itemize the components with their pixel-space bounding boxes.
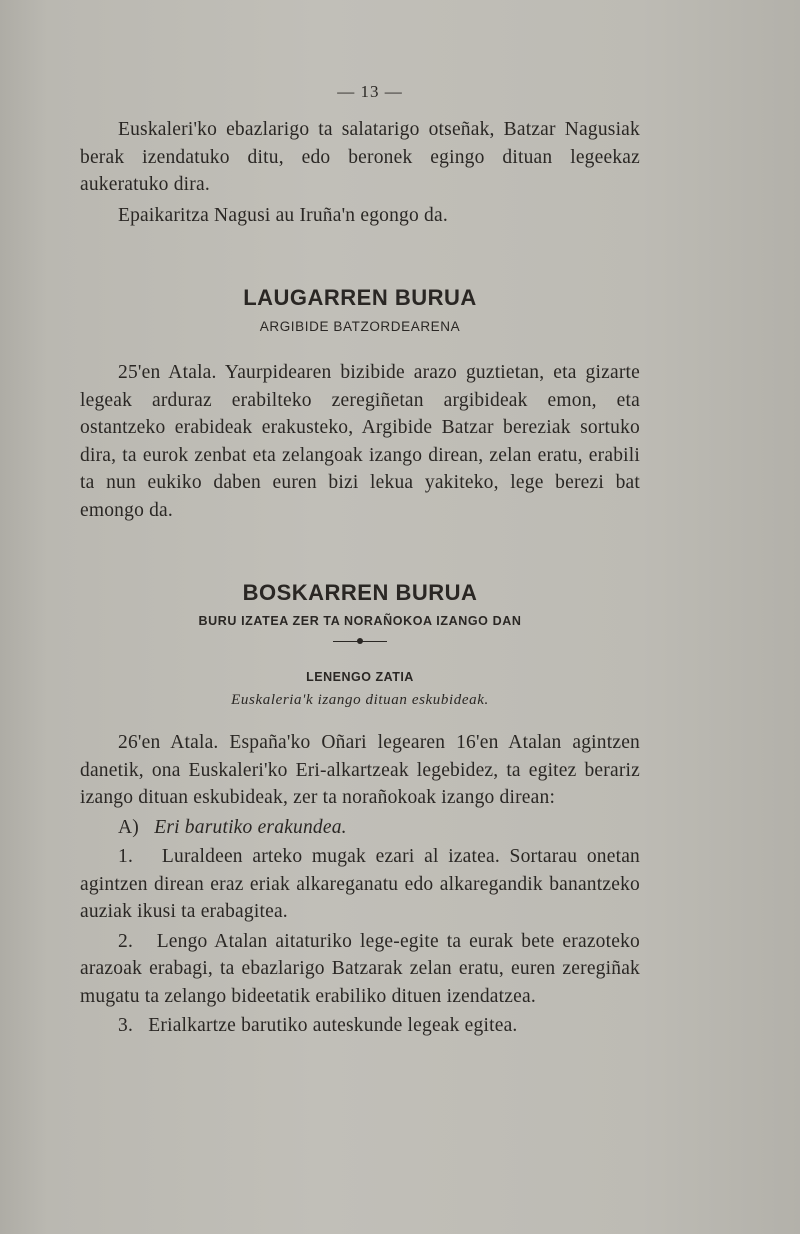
list-item-number: 1.: [118, 846, 134, 867]
chapter-subtitle: BURU IZATEA ZER TA NORAÑOKOA IZANGO DAN: [198, 614, 522, 628]
chapter-title: LAUGARREN BURUA: [243, 285, 477, 310]
spacer: [80, 229, 640, 285]
subsection-heading-text: Eri barutiko erakundea.: [154, 816, 347, 838]
list-item-number: 2.: [118, 930, 134, 952]
list-item-text: Luraldeen arteko mugak ezari al izatea. Sortarau onetan agintzen direan eraz eriak alkareganatu edo alkaregandik banantzeko auziak ikusi ta erabagitea.: [80, 846, 640, 922]
page-content: [80, 82, 640, 1040]
list-item: [80, 928, 640, 1011]
section-subtitle: Euskaleria'k izango dituan eskubideak.: [231, 692, 489, 708]
chapter-title: BOSKARREN BURUA: [242, 580, 478, 605]
list-item-text: Lengo Atalan aitaturiko lege-egite ta eurak bete erazoteko arazoak erabagi, ta ebazlarigo Batzarak zelan eratu, euren zeregiñak mugatu ta zelango bideetatik erabiliko dituen izendatzea.: [80, 930, 641, 1007]
list-item: [80, 1012, 640, 1040]
page-number: — 13 —: [337, 82, 403, 101]
spacer: [80, 524, 640, 580]
article-paragraph: 26'en Atala. España'ko Oñari legearen 16'en Atalan agintzen danetik, ona Euskaleri'ko Eri-alkartzeak legebidez, ta egitez berariz izango dituan eskubideak, zer ta norañokoak izango direan:: [80, 732, 640, 808]
subsection-letter: A): [118, 816, 139, 838]
subsection-heading: [80, 814, 640, 842]
chapter-subtitle: ARGIBIDE BATZORDEARENA: [259, 319, 461, 334]
list-item-number: 3.: [118, 1015, 134, 1036]
article-paragraph: 25'en Atala. Yaurpidearen bizibide arazo guztietan, eta gizarte legeak arduraz erabilteko zeregiñetan argibideak emon, eta ostantzeko erabideak erakusteko, Argibide Batzar bereziak sortuko dira, ta eurok zenbat eta zelangoak izango direan, zelan eratu, erabili ta nun eukiko daben euren bizi lekua yakiteko, lege berezi bat emongo da.: [80, 362, 640, 521]
ornament-divider: [80, 634, 640, 648]
section-title: LENENGO ZATIA: [306, 670, 414, 684]
intro-paragraph: Epaikaritza Nagusi au Iruña'n egongo da.: [118, 204, 448, 226]
list-item-text: Erialkartze barutiko auteskunde legeak egitea.: [148, 1015, 518, 1036]
list-item: [80, 843, 640, 926]
intro-paragraph: Euskaleri'ko ebazlarigo ta salatarigo otseñak, Batzar Nagusiak berak izendatuko ditu, edo beronek egingo dituan legeekaz aukeratuko dira.: [80, 119, 640, 195]
spacer: [80, 709, 640, 729]
spacer: [80, 334, 640, 359]
ornament-dot: [357, 638, 363, 644]
